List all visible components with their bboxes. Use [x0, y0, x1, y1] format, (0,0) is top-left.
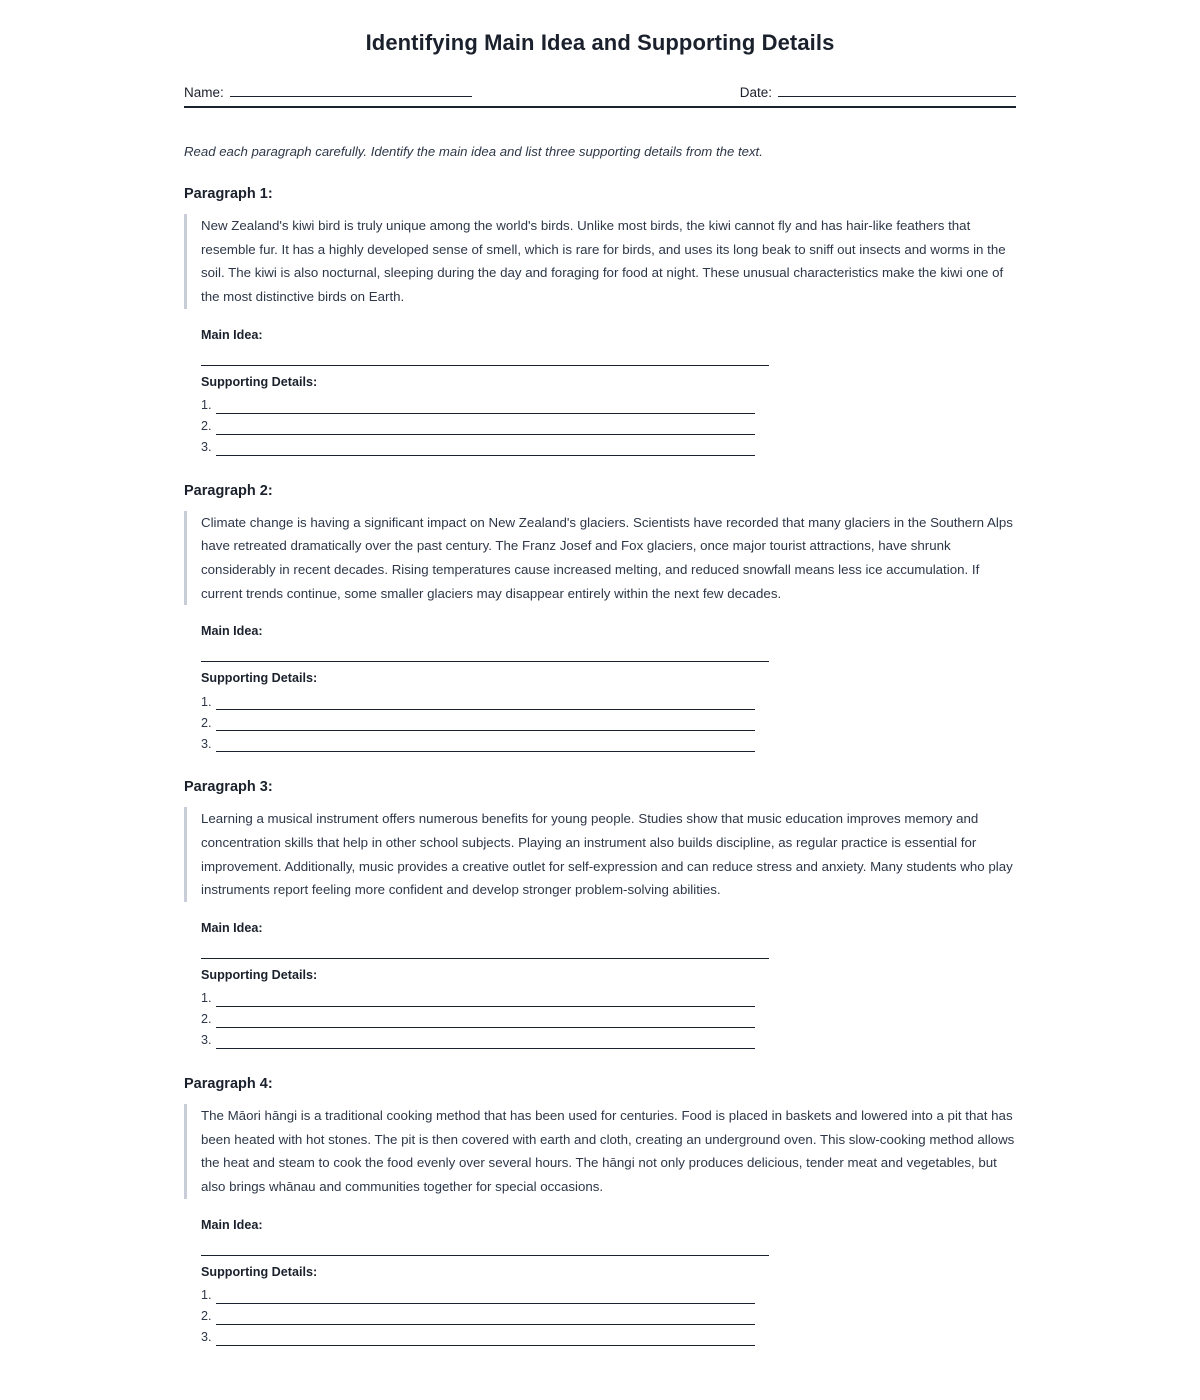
paragraph-body: Climate change is having a significant impact on New Zealand's glaciers. Scientists have recorded that many glaciers in the Southern Alps have retreated dramatically over the past century. The Franz Josef and Fox glaciers, once major tourist attractions, have shrunk considerably in recent decades. Rising temperatures cause increased melting, and reduced snowfall means less ice accumulation. If current trends continue, some smaller glaciers may disappear entirely within the next few decades. — [184, 511, 1016, 606]
supporting-details-list — [201, 1283, 1016, 1346]
supporting-details-list — [201, 689, 1016, 752]
detail-row — [201, 986, 1016, 1007]
detail-number: 2. — [201, 1308, 212, 1323]
date-label: Date: — [739, 85, 772, 100]
supporting-details-label: Supporting Details: — [201, 671, 318, 686]
main-idea-label: Main Idea: — [201, 624, 263, 639]
name-label: Name: — [184, 85, 224, 100]
detail-number: 1. — [201, 398, 212, 413]
answer-area — [184, 328, 1016, 456]
detail-answer-line[interactable] — [216, 397, 755, 414]
main-idea-label: Main Idea: — [201, 1217, 263, 1232]
paragraph-body: Learning a musical instrument offers numerous benefits for young people. Studies show that music education improves memory and concentration skills that help in other school subjects. Playing an instrument also builds discipline, as regular practice is essential for improvement. Additionally, music provides a creative outlet for self-expression and can reduce stress and anxiety. Many students who play instruments report feeling more confident and develop stronger problem-solving abilities. — [184, 807, 1016, 902]
detail-row — [201, 414, 1016, 435]
detail-row — [201, 1007, 1016, 1028]
detail-answer-line[interactable] — [216, 1287, 755, 1304]
main-idea-label: Main Idea: — [201, 920, 263, 935]
detail-answer-line[interactable] — [216, 1329, 755, 1346]
paragraph-heading: Paragraph 1: — [184, 186, 273, 202]
page-title: Identifying Main Idea and Supporting Details — [365, 30, 835, 55]
date-input-blank[interactable] — [778, 83, 1016, 97]
detail-row — [201, 689, 1016, 710]
paragraph-heading: Paragraph 4: — [184, 1075, 273, 1092]
detail-row — [201, 1325, 1016, 1346]
detail-answer-line[interactable] — [216, 1011, 755, 1028]
instructions-text: Read each paragraph carefully. Identify the main idea and list three supporting details from the text. — [184, 144, 763, 159]
paragraph-section — [184, 483, 1016, 753]
detail-answer-line[interactable] — [216, 418, 755, 435]
main-idea-answer-line[interactable] — [201, 1232, 769, 1256]
detail-answer-line[interactable] — [216, 439, 755, 456]
main-idea-answer-line[interactable] — [201, 342, 769, 366]
detail-row — [201, 1028, 1016, 1049]
name-field-group — [184, 83, 472, 100]
answer-area — [184, 1218, 1016, 1346]
main-idea-answer-line[interactable] — [201, 935, 769, 959]
paragraph-body: New Zealand's kiwi bird is truly unique among the world's birds. Unlike most birds, the kiwi cannot fly and has hair-like feathers that resemble fur. It has a highly developed sense of smell, which is rare for birds, and uses its long beak to sniff out insects and worms in the soil. The kiwi is also nocturnal, sleeping during the day and foraging for food at night. These unusual characteristics make the kiwi one of the most distinctive birds on Earth. — [184, 214, 1016, 309]
detail-number: 1. — [201, 1287, 212, 1302]
detail-number: 2. — [201, 419, 212, 434]
paragraph-heading: Paragraph 3: — [184, 779, 273, 796]
detail-answer-line[interactable] — [216, 1308, 755, 1325]
detail-number: 1. — [201, 694, 212, 709]
supporting-details-list — [201, 986, 1016, 1049]
detail-answer-line[interactable] — [216, 735, 755, 752]
name-input-blank[interactable] — [230, 83, 472, 97]
detail-row — [201, 710, 1016, 731]
answer-area — [184, 921, 1016, 1049]
supporting-details-list — [201, 393, 1016, 456]
detail-number: 3. — [201, 1329, 212, 1344]
detail-number: 3. — [201, 736, 212, 751]
paragraph-body: The Māori hāngi is a traditional cooking method that has been used for centuries. Food is placed in baskets and lowered into a pit that has been heated with hot stones. The pit is then covered with earth and cloth, creating an underground oven. This slow-cooking method allows the heat and steam to cook the food evenly over several hours. The hāngi not only produces delicious, tender meat and vegetables, but also brings whānau and communities together for special occasions. — [184, 1104, 1016, 1199]
detail-answer-line[interactable] — [216, 693, 755, 710]
supporting-details-label: Supporting Details: — [201, 967, 318, 982]
detail-number: 1. — [201, 991, 212, 1006]
detail-answer-line[interactable] — [216, 714, 755, 731]
supporting-details-label: Supporting Details: — [201, 1264, 318, 1279]
detail-row — [201, 1283, 1016, 1304]
detail-row — [201, 393, 1016, 414]
detail-number: 2. — [201, 1012, 212, 1027]
paragraph-section — [184, 186, 1016, 456]
detail-number: 3. — [201, 1033, 212, 1048]
name-date-row — [184, 83, 1016, 100]
header-divider — [184, 106, 1016, 108]
paragraph-heading: Paragraph 2: — [184, 482, 273, 499]
answer-area — [184, 624, 1016, 752]
paragraph-section — [184, 1076, 1016, 1346]
detail-row — [201, 1304, 1016, 1325]
paragraph-section — [184, 779, 1016, 1049]
supporting-details-label: Supporting Details: — [201, 374, 318, 389]
main-idea-label: Main Idea: — [201, 327, 263, 342]
detail-number: 3. — [201, 440, 212, 455]
detail-row — [201, 435, 1016, 456]
detail-number: 2. — [201, 715, 212, 730]
detail-answer-line[interactable] — [216, 990, 755, 1007]
date-field-group — [740, 83, 1016, 100]
main-idea-answer-line[interactable] — [201, 638, 769, 662]
detail-row — [201, 731, 1016, 752]
detail-answer-line[interactable] — [216, 1032, 755, 1049]
